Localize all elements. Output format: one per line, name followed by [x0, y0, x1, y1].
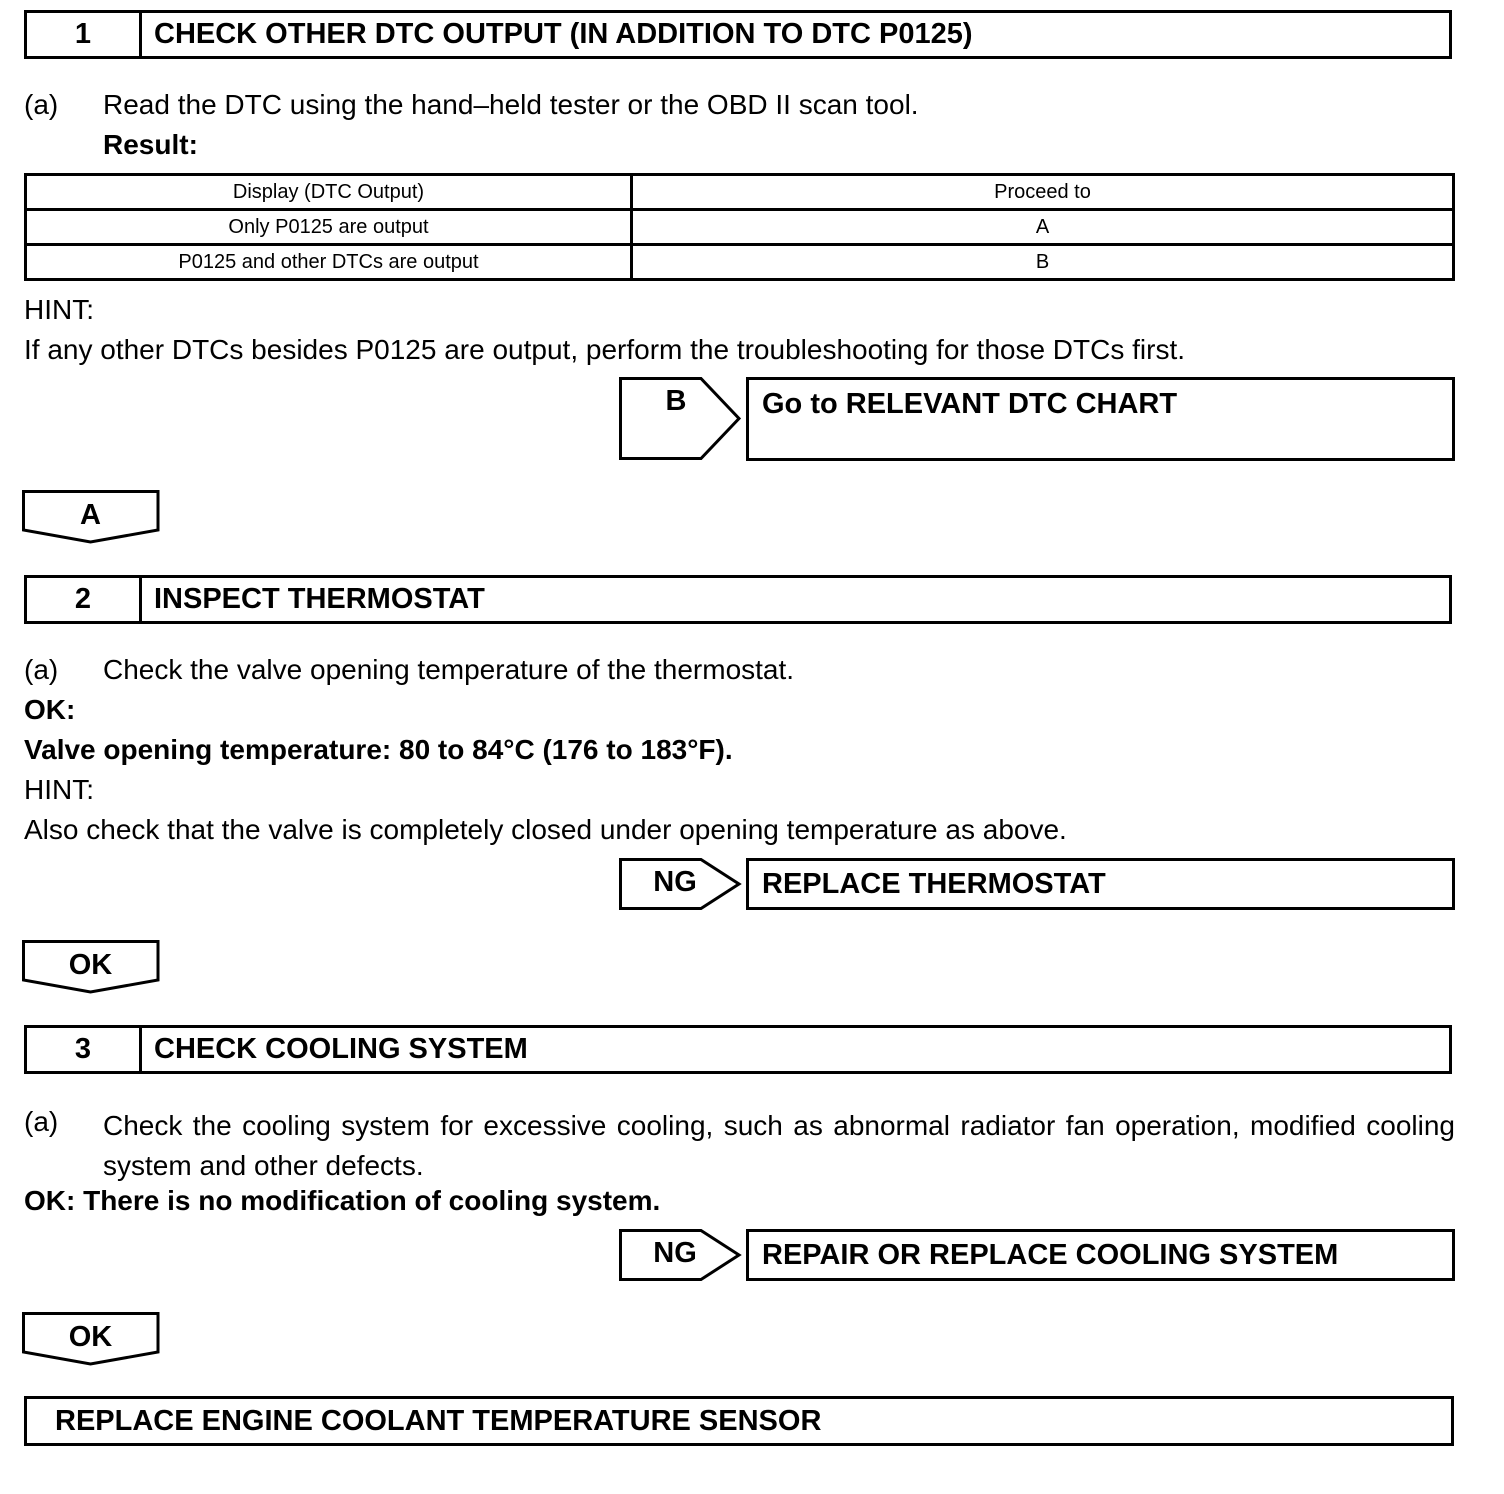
instruction-text: Read the DTC using the hand–held tester or the OBD II scan tool.	[103, 89, 919, 120]
ok-text: OK: There is no modification of cooling system.	[24, 1185, 661, 1216]
item-marker: (a)	[24, 1106, 59, 1137]
hint-text: If any other DTCs besides P0125 are output, perform the troubleshooting for those DTCs first.	[24, 334, 1186, 365]
continue-tag-label: OK	[68, 949, 113, 981]
continue-tag-label: OK	[68, 1321, 113, 1353]
ok-label: OK:	[24, 694, 76, 725]
table-row	[26, 210, 1454, 245]
step-number: 3	[27, 1028, 142, 1071]
step-3-header	[24, 1025, 1452, 1074]
table-cell: Only P0125 are output	[26, 210, 632, 245]
item-marker: (a)	[24, 89, 59, 120]
step-title: CHECK OTHER DTC OUTPUT (IN ADDITION TO DTC P0125)	[154, 18, 973, 50]
hint-text: Also check that the valve is completely closed under opening temperature as above.	[24, 814, 1067, 845]
branch-tag-label: NG	[653, 866, 697, 898]
instruction-text: Check the cooling system for excessive cooling, such as abnormal radiator fan operation, modified cooling system and other defects.	[103, 1110, 1455, 1181]
branch-action-box: REPAIR OR REPLACE COOLING SYSTEM	[746, 1229, 1455, 1281]
table-cell: A	[632, 210, 1454, 245]
step-1-header	[24, 10, 1452, 59]
table-header-row	[26, 175, 1454, 210]
step-title: INSPECT THERMOSTAT	[154, 583, 485, 615]
table-row	[26, 245, 1454, 280]
branch-tag-label: B	[665, 385, 687, 417]
hint-label: HINT:	[24, 774, 94, 805]
table-cell: B	[632, 245, 1454, 280]
branch-action-box: REPLACE THERMOSTAT	[746, 858, 1455, 910]
step-number: 1	[27, 13, 142, 56]
step-number: 2	[27, 578, 142, 621]
branch-tag-label: NG	[653, 1237, 697, 1269]
instruction-text: Check the valve opening temperature of the thermostat.	[103, 654, 795, 685]
result-table	[24, 173, 1455, 281]
hint-label: HINT:	[24, 294, 94, 325]
branch-action-box: Go to RELEVANT DTC CHART	[746, 377, 1455, 461]
spec-text: Valve opening temperature: 80 to 84°C (176 to 183°F).	[24, 734, 733, 765]
final-action-box: REPLACE ENGINE COOLANT TEMPERATURE SENSOR	[24, 1396, 1454, 1446]
table-header: Display (DTC Output)	[26, 175, 632, 210]
step-2-header	[24, 575, 1452, 624]
item-marker: (a)	[24, 654, 59, 685]
result-label: Result:	[103, 129, 198, 160]
table-header: Proceed to	[632, 175, 1454, 210]
continue-tag-label: A	[80, 499, 101, 531]
step-title: CHECK COOLING SYSTEM	[154, 1033, 528, 1065]
table-cell: P0125 and other DTCs are output	[26, 245, 632, 280]
